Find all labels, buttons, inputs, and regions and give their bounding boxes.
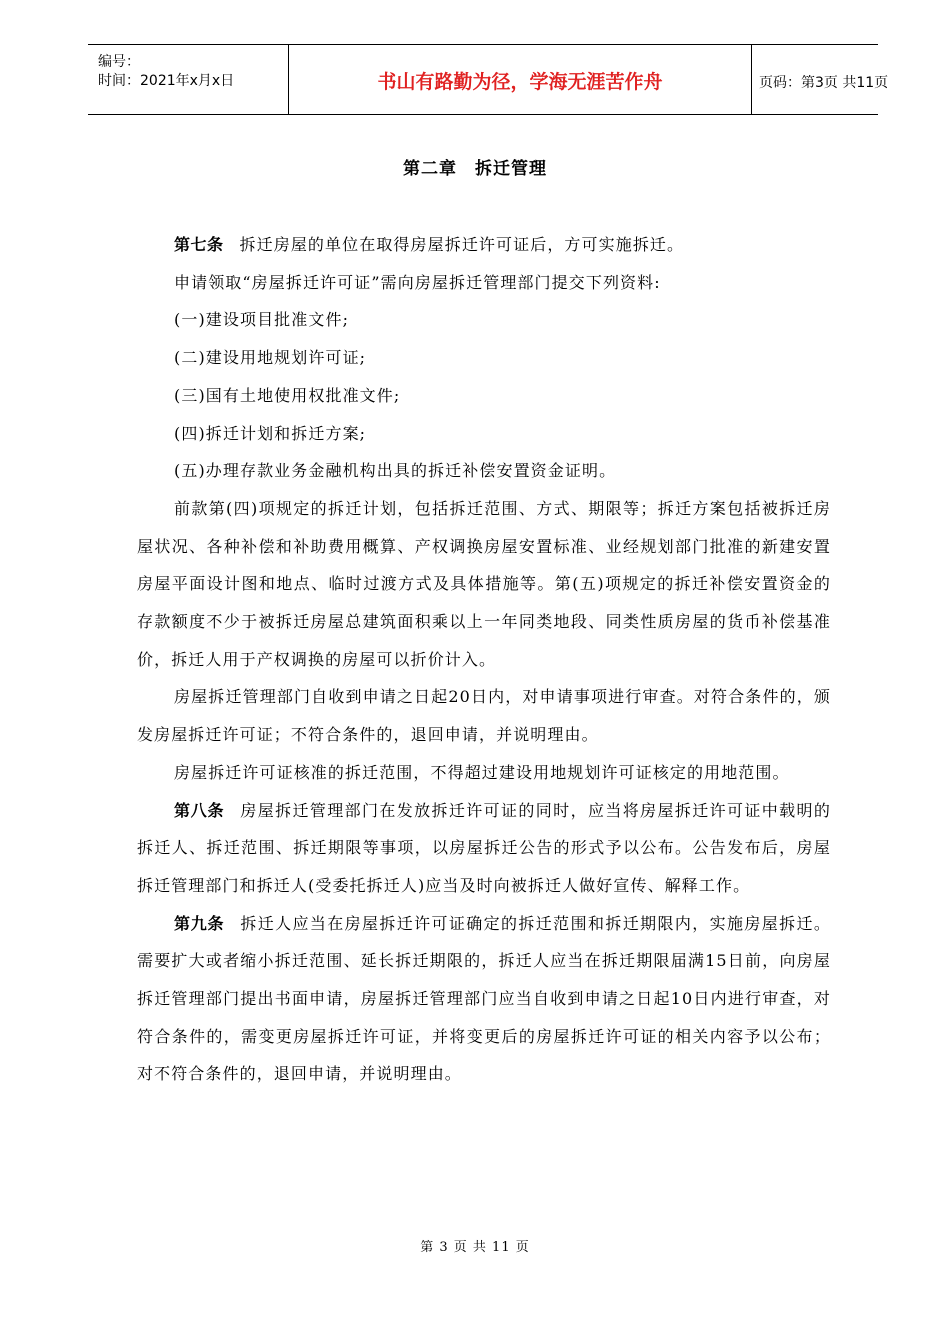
paragraph xyxy=(137,792,831,905)
document-time-label: 时间：2021年x月x日 xyxy=(98,73,235,89)
paragraph xyxy=(137,678,831,753)
paragraph-text: (三)国有土地使用权批准文件; xyxy=(174,385,401,405)
paragraph xyxy=(137,490,831,679)
header-motto-cell xyxy=(288,45,752,114)
paragraph-text: (二)建设用地规划许可证; xyxy=(174,348,367,368)
page-footer: 第 3 页 共 11 页 xyxy=(420,1240,530,1255)
list-item xyxy=(137,301,831,339)
paragraph-text: 房屋拆迁管理部门在发放拆迁许可证的同时，应当将房屋拆迁许可证中载明的拆迁人、拆迁范围、拆迁期限等事项，以房屋拆迁公告的形式予以公布。公告发布后，房屋拆迁管理部门和拆迁人(受委托拆迁人)应当及时向被拆迁人做好宣传、解释工作。 xyxy=(137,800,831,895)
header-page-info: 页码：第3页 共11页 xyxy=(759,75,889,91)
article-body xyxy=(137,226,831,1093)
paragraph-text: 房屋拆迁管理部门自收到申请之日起20日内，对申请事项进行审查。对符合条件的，颁发房屋拆迁许可证；不符合条件的，退回申请，并说明理由。 xyxy=(137,687,831,745)
list-item xyxy=(137,339,831,377)
paragraph-text: (一)建设项目批准文件; xyxy=(174,310,350,330)
article-number: 第八条 xyxy=(174,800,225,820)
paragraph xyxy=(137,905,831,1094)
article-number: 第九条 xyxy=(174,913,225,933)
paragraph xyxy=(137,226,831,264)
document-number-label: 编号： xyxy=(98,54,140,70)
chapter-title: 第二章 拆迁管理 xyxy=(403,159,547,179)
list-item xyxy=(137,452,831,490)
paragraph-text: 拆迁人应当在房屋拆迁许可证确定的拆迁范围和拆迁期限内，实施房屋拆迁。需要扩大或者缩小拆迁范围、延长拆迁期限的，拆迁人应当在拆迁期限届满15日前，向房屋拆迁管理部门提出书面申请，房屋拆迁管理部门应当自收到申请之日起10日内进行审查，对符合条件的，需变更房屋拆迁许可证，并将变更后的房屋拆迁许可证的相关内容予以公布；对不符合条件的，退回申请，并说明理由。 xyxy=(137,913,831,1084)
header-info-cell xyxy=(88,45,288,114)
paragraph-text: (五)办理存款业务金融机构出具的拆迁补偿安置资金证明。 xyxy=(174,461,617,481)
header-page-cell xyxy=(751,45,889,114)
header-motto: 书山有路勤为径，学海无涯苦作舟 xyxy=(377,71,663,93)
list-item xyxy=(137,415,831,453)
list-item xyxy=(137,377,831,415)
paragraph-text: 拆迁房屋的单位在取得房屋拆迁许可证后，方可实施拆迁。 xyxy=(239,235,685,254)
paragraph-text: 申请领取“房屋拆迁许可证”需向房屋拆迁管理部门提交下列资料: xyxy=(174,272,661,292)
article-number: 第七条 xyxy=(174,235,224,254)
paragraph-text: 房屋拆迁许可证核准的拆迁范围，不得超过建设用地规划许可证核定的用地范围。 xyxy=(174,762,790,782)
page-header xyxy=(88,44,889,115)
paragraph xyxy=(137,264,831,302)
paragraph xyxy=(137,754,831,792)
paragraph-text: 前款第(四)项规定的拆迁计划，包括拆迁范围、方式、期限等；拆迁方案包括被拆迁房屋状况、各种补偿和补助费用概算、产权调换房屋安置标准、业经规划部门批准的新建安置房屋平面设计图和地点、临时过渡方式及具体措施等。第(五)项规定的拆迁补偿安置资金的存款额度不少于被拆迁房屋总建筑面积乘以上一年同类地段、同类性质房屋的货币补偿基准价，拆迁人用于产权调换的房屋可以折价计入。 xyxy=(137,498,831,669)
paragraph-text: (四)拆迁计划和拆迁方案; xyxy=(174,423,367,443)
